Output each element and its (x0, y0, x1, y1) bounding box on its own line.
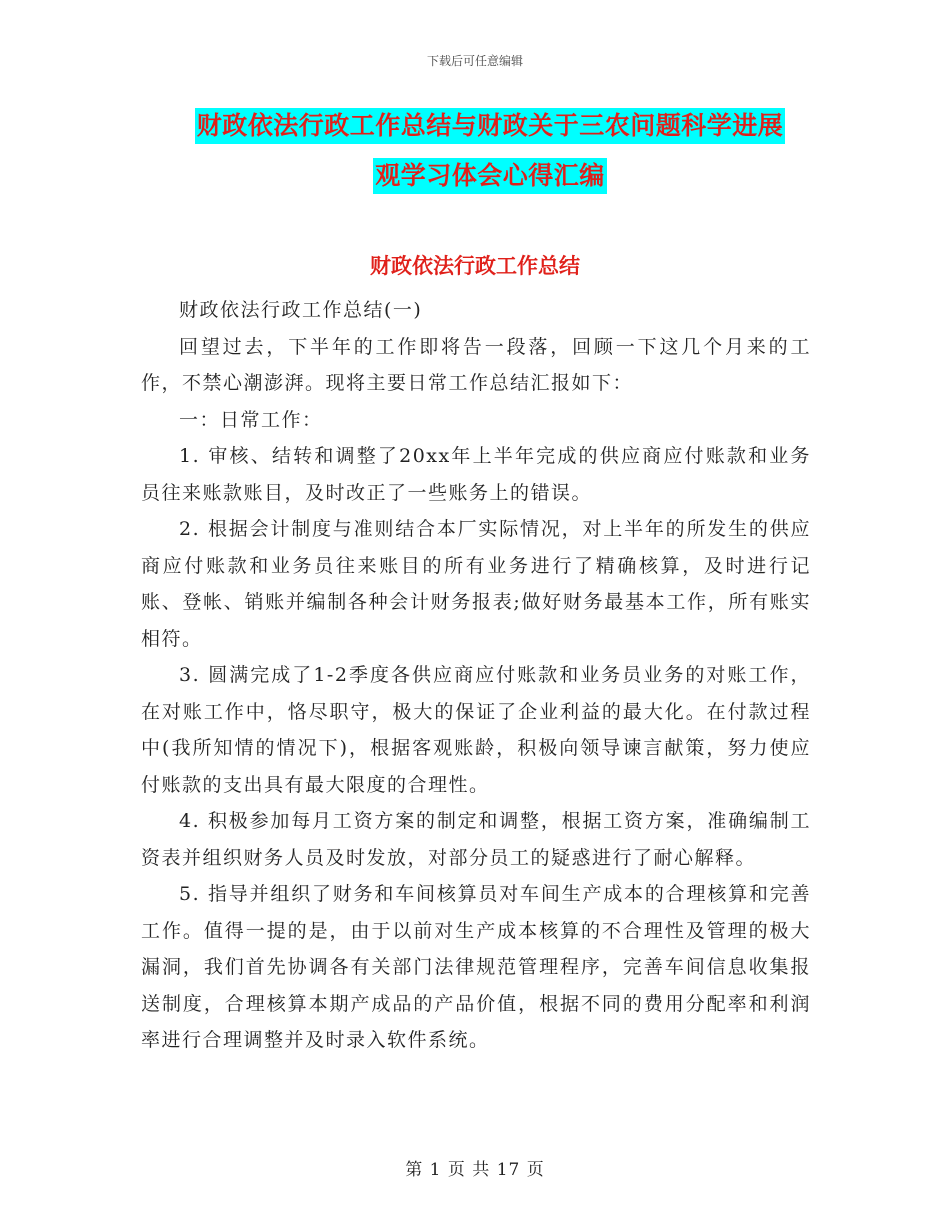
paragraph: 5. 指导并组织了财务和车间核算员对车间生产成本的合理核算和完善工作。值得一提的是，由于以前对生产成本核算的不合理性及管理的极大漏洞，我们首先协调各有关部门法律规范管理程序，完善车间信息收集报送制度，合理核算本期产成品的产品价值，根据不同的费用分配率和利润率进行合理调整并及时录入软件系统。 (141, 883, 811, 1051)
page-header-note: 下载后可任意编辑 (426, 54, 523, 68)
title-line-2: 观学习体会心得汇编 (373, 158, 607, 194)
title-line-1: 财政依法行政工作总结与财政关于三农问题科学进展 (195, 108, 786, 144)
document-body (141, 292, 811, 1059)
section-title: 财政依法行政工作总结 (370, 253, 580, 278)
paragraph: 2. 根据会计制度与准则结合本厂实际情况，对上半年的所发生的供应商应付账款和业务员往来账目的所有业务进行了精确核算，及时进行记账、登帐、销账并编制各种会计财务报表;做好财务最基本工作，所有账实相符。 (141, 518, 811, 650)
paragraph: 3. 圆满完成了1-2季度各供应商应付账款和业务员业务的对账工作，在对账工作中，恪尽职守，极大的保证了企业利益的最大化。在付款过程中(我所知情的情况下)，根据客观账龄，积极向领导谏言献策，努力使应付账款的支出具有最大限度的合理性。 (141, 664, 811, 796)
paragraph: 1. 审核、结转和调整了20xx年上半年完成的供应商应付账款和业务员往来账款账目，及时改正了一些账务上的错误。 (141, 445, 811, 504)
paragraph: 一：日常工作： (179, 408, 323, 431)
document-title (140, 108, 840, 208)
paragraph: 财政依法行政工作总结(一) (179, 299, 423, 321)
page-number: 第 1 页 共 17 页 (405, 1160, 545, 1180)
paragraph: 4. 积极参加每月工资方案的制定和调整，根据工资方案，准确编制工资表并组织财务人员及时发放，对部分员工的疑惑进行了耐心解释。 (141, 810, 811, 869)
paragraph: 回望过去，下半年的工作即将告一段落，回顾一下这几个月来的工作，不禁心潮澎湃。现将主要日常工作总结汇报如下： (141, 335, 811, 394)
